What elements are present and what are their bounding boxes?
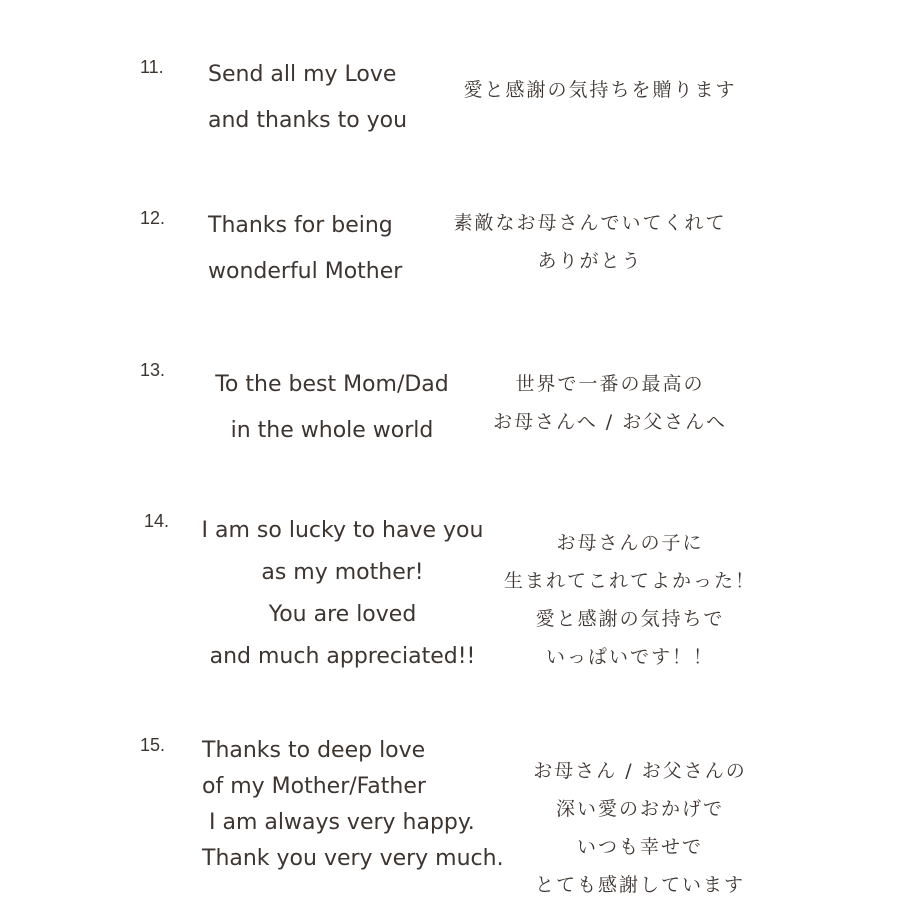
english-line: and thanks to you bbox=[208, 108, 408, 133]
japanese-line: 愛と感謝の気持ちを贈ります bbox=[463, 79, 737, 101]
english-message bbox=[208, 203, 402, 295]
entry-number: 13. bbox=[140, 360, 166, 380]
japanese-line: お母さんの子に bbox=[556, 532, 704, 554]
japanese-line: ありがとう bbox=[537, 250, 643, 272]
japanese-message bbox=[460, 365, 760, 441]
english-line: I am always very happy. bbox=[209, 810, 475, 835]
japanese-message bbox=[490, 752, 790, 904]
japanese-line: いっぱいです！！ bbox=[545, 646, 714, 668]
japanese-line: 深い愛のおかげで bbox=[555, 798, 724, 820]
japanese-line: お母さん / お父さんの bbox=[533, 760, 747, 782]
english-line: Thanks to deep love bbox=[202, 738, 426, 763]
japanese-line: いつも幸せで bbox=[576, 836, 703, 858]
english-line: and much appreciated!! bbox=[209, 644, 476, 669]
japanese-line: お母さんへ / お父さんへ bbox=[493, 411, 727, 433]
japanese-message bbox=[430, 204, 750, 280]
japanese-line: 愛と感謝の気持ちで bbox=[535, 608, 725, 630]
english-message bbox=[190, 510, 495, 678]
japanese-message bbox=[480, 524, 780, 676]
entry-number: 15. bbox=[140, 735, 166, 755]
entry-number: 11. bbox=[140, 57, 164, 77]
english-line: You are loved bbox=[268, 602, 417, 627]
entry-number: 12. bbox=[140, 208, 166, 228]
english-line: of my Mother/Father bbox=[202, 774, 426, 799]
japanese-line: とても感謝しています bbox=[534, 874, 745, 896]
japanese-line: 素敵なお母さんでいてくれて bbox=[453, 212, 727, 234]
english-message bbox=[200, 362, 464, 454]
english-message bbox=[202, 733, 504, 877]
english-message bbox=[208, 52, 407, 144]
japanese-message bbox=[440, 70, 760, 110]
japanese-line: 世界で一番の最高の bbox=[515, 373, 705, 395]
english-line: Thank you very very much. bbox=[202, 846, 504, 871]
english-line: in the whole world bbox=[230, 418, 434, 443]
english-line: as my mother! bbox=[261, 560, 424, 585]
english-line: To the best Mom/Dad bbox=[215, 372, 449, 397]
english-line: Send all my Love bbox=[208, 62, 397, 87]
english-line: wonderful Mother bbox=[208, 259, 403, 284]
english-line: Thanks for being bbox=[208, 213, 393, 238]
entry-number: 14. bbox=[144, 511, 170, 531]
japanese-line: 生まれてこれてよかった！ bbox=[503, 570, 756, 592]
english-line: I am so lucky to have you bbox=[201, 518, 484, 543]
